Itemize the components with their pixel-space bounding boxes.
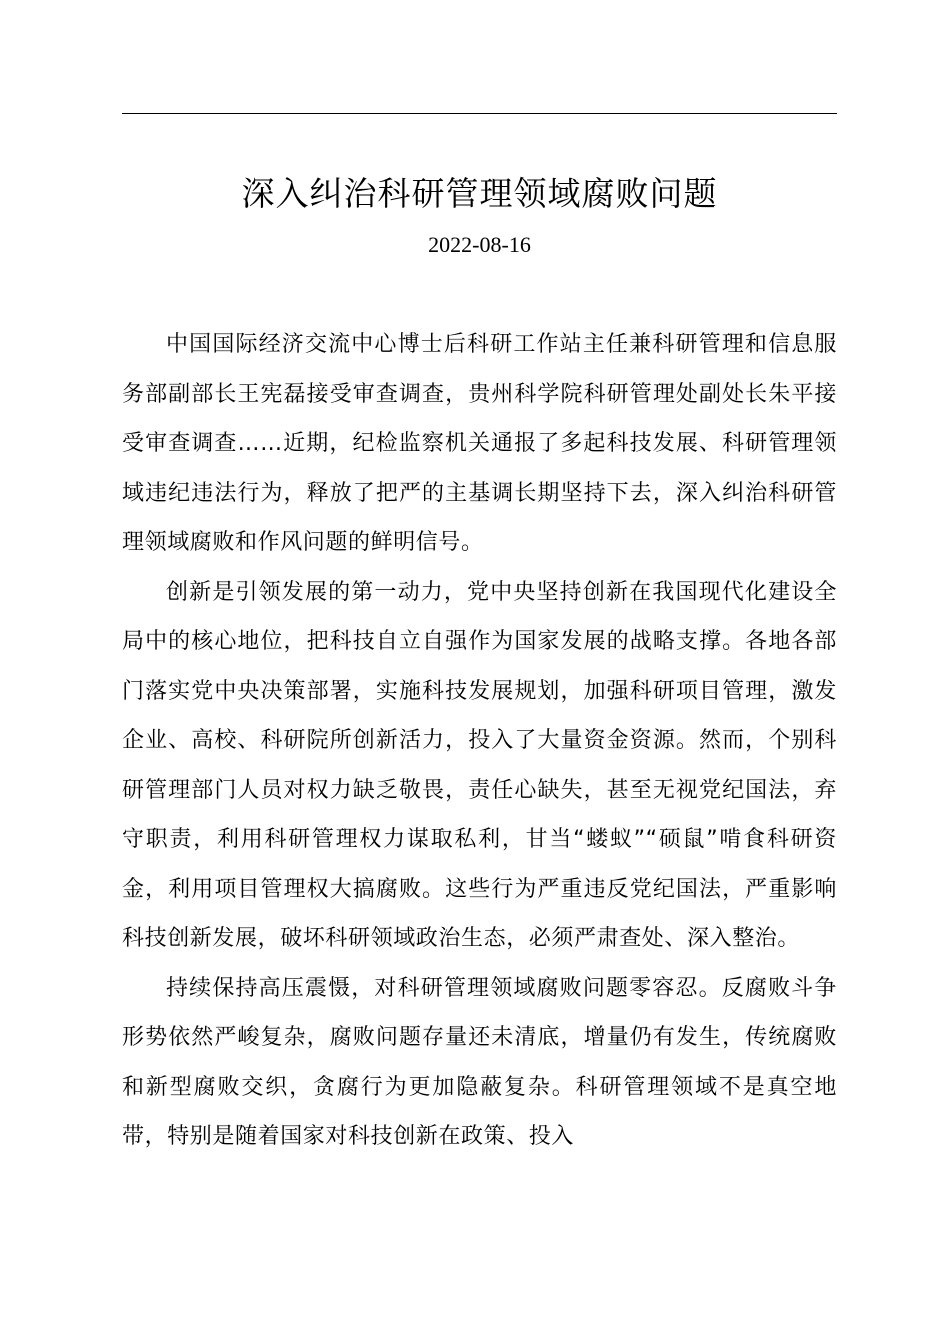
paragraph: 中国国际经济交流中心博士后科研工作站主任兼科研管理和信息服务部副部长王宪磊接受审查调查，贵州科学院科研管理处副处长朱平接受审查调查……近期，纪检监察机关通报了多起科技发展、科研管理领域违纪违法行为，释放了把严的主基调长期坚持下去，深入纠治科研管理领域腐败和作风问题的鲜明信号。: [122, 332, 837, 555]
article-title: 深入纠治科研管理领域腐败问题: [241, 174, 718, 213]
article-body: [122, 320, 837, 1162]
paragraph: 创新是引领发展的第一动力，党中央坚持创新在我国现代化建设全局中的核心地位，把科技自立自强作为国家发展的战略支撑。各地各部门落实党中央决策部署，实施科技发展规划，加强科研项目管理，激发企业、高校、科研院所创新活力，投入了大量资金资源。然而，个别科研管理部门人员对权力缺乏敬畏，责任心缺失，甚至无视党纪国法，弃守职责，利用科研管理权力谋取私利，甘当“蝼蚁”“硕鼠”啃食科研资金，利用项目管理权大搞腐败。这些行为严重违反党纪国法，严重影响科技创新发展，破坏科研领域政治生态，必须严肃查处、深入整治。: [122, 579, 837, 951]
header-rule: [122, 113, 837, 114]
article-date: 2022-08-16: [428, 232, 531, 257]
paragraph: 持续保持高压震慑，对科研管理领域腐败问题零容忍。反腐败斗争形势依然严峻复杂，腐败问题存量还未清底，增量仍有发生，传统腐败和新型腐败交织，贪腐行为更加隐蔽复杂。科研管理领域不是真空地带，特别是随着国家对科技创新在政策、投入: [122, 975, 837, 1149]
